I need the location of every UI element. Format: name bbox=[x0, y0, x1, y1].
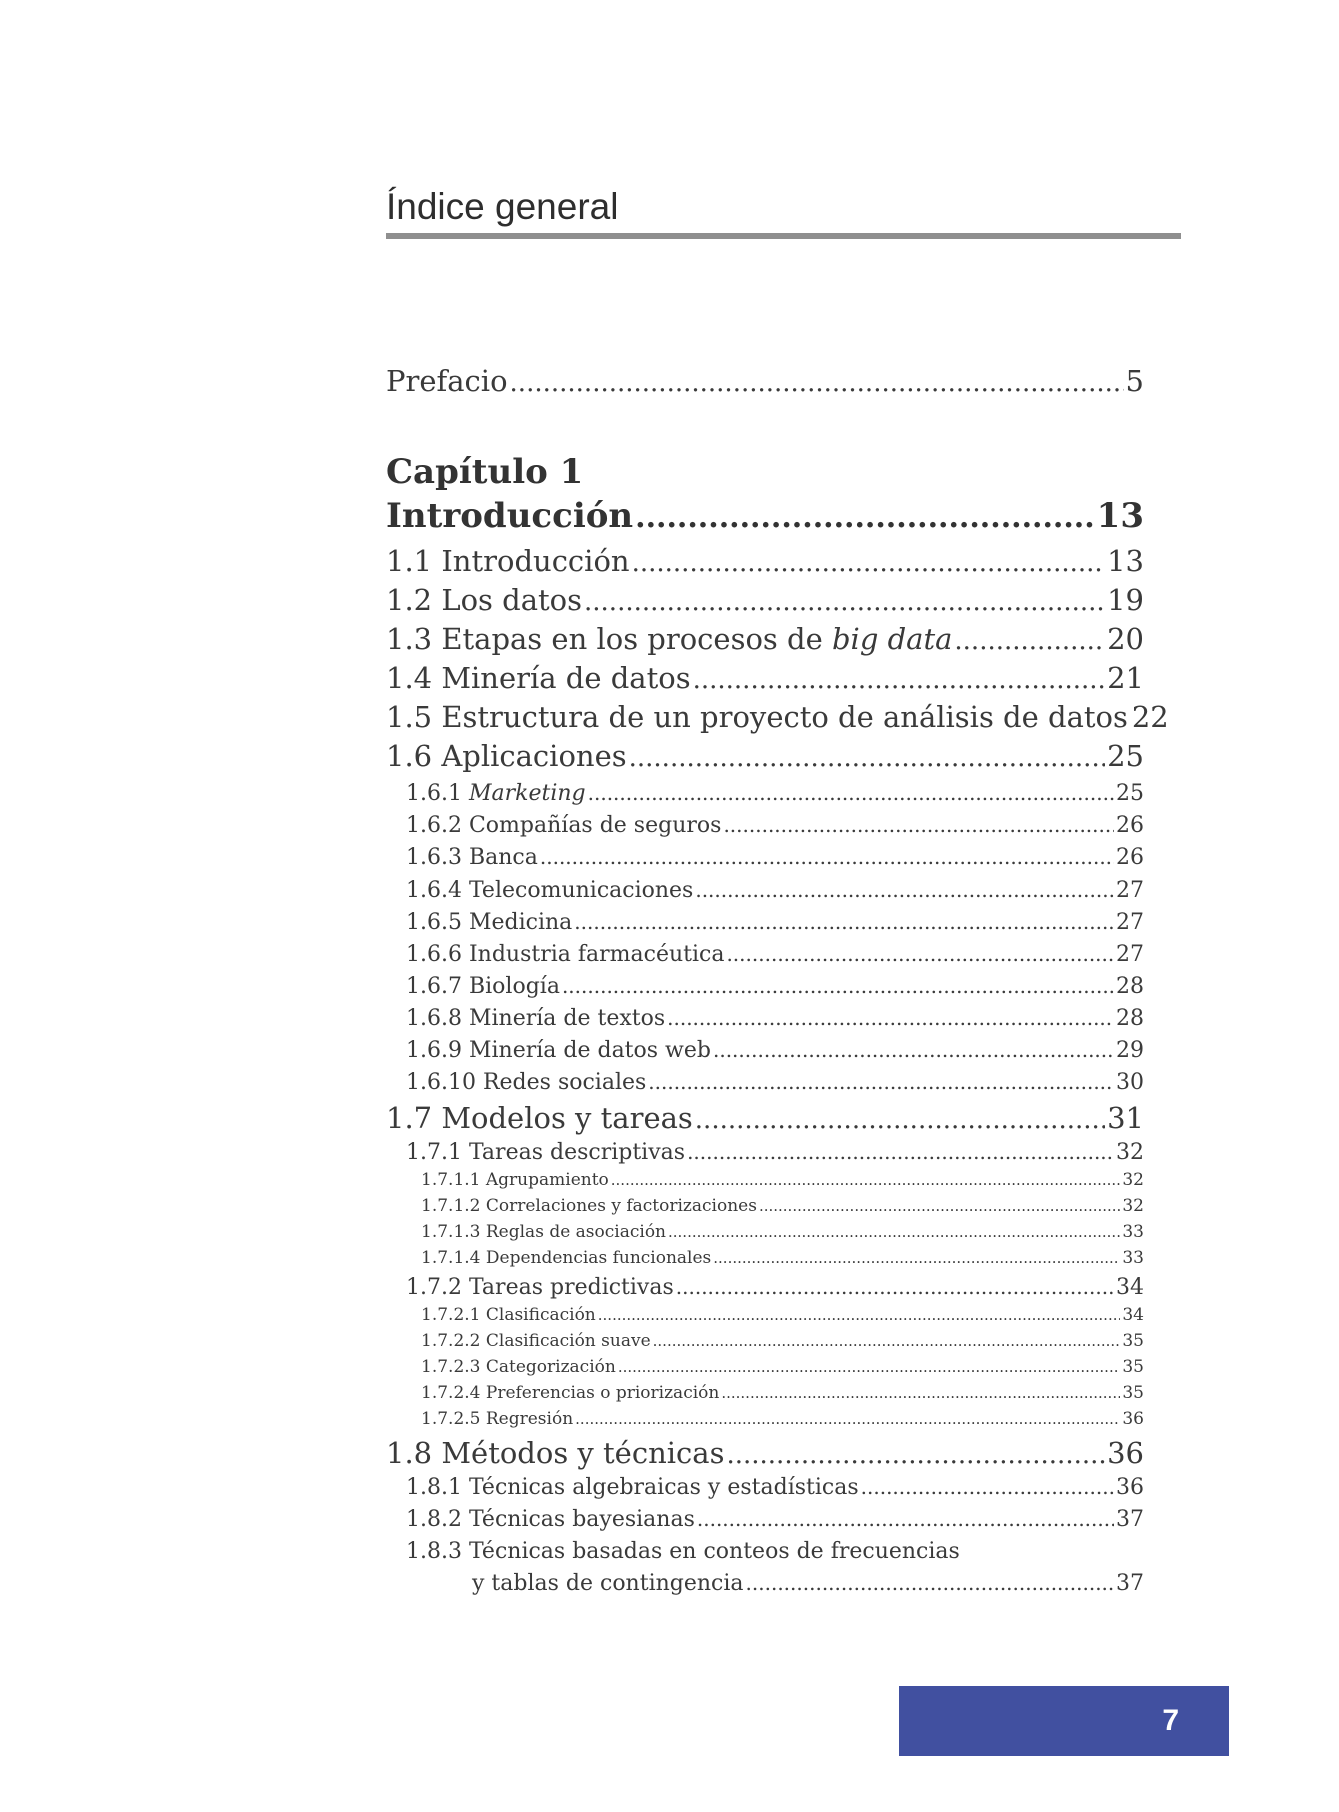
toc-entry-1-8[interactable] bbox=[386, 1436, 1144, 1470]
toc-entry-title: 1.7.2.4 Preferencias o priorización bbox=[421, 1383, 720, 1403]
toc-entry-title: 1.1 Introducción bbox=[386, 544, 630, 578]
toc-entry-title: 1.6 Aplicaciones bbox=[386, 739, 627, 773]
toc-entry-title: 1.7.2.1 Clasificación bbox=[421, 1305, 596, 1325]
dot-leader bbox=[723, 813, 1114, 837]
toc-entry-prefacio[interactable] bbox=[386, 364, 1144, 398]
dot-leader bbox=[611, 1171, 1121, 1189]
toc-entry-page: 21 bbox=[1107, 661, 1144, 695]
toc-entry-page: 37 bbox=[1116, 1507, 1144, 1532]
dot-leader bbox=[668, 1223, 1120, 1241]
dot-leader bbox=[693, 665, 1106, 695]
dot-leader bbox=[713, 1038, 1114, 1062]
toc-entry-title: 1.7.2.2 Clasificación suave bbox=[421, 1331, 651, 1351]
toc-entry-page: 34 bbox=[1116, 1275, 1144, 1300]
toc-entry-1-7-2-3[interactable] bbox=[421, 1357, 1144, 1377]
toc-entry-1-7-2-4[interactable] bbox=[421, 1383, 1144, 1403]
toc-entry-title: y tablas de contingencia bbox=[472, 1571, 744, 1596]
dot-leader bbox=[653, 1332, 1121, 1350]
toc-entry-page: 33 bbox=[1122, 1222, 1144, 1242]
toc-entry-1-7-1[interactable] bbox=[406, 1140, 1144, 1165]
toc-entry-1-6-4[interactable] bbox=[406, 878, 1144, 903]
dot-leader bbox=[713, 1249, 1120, 1267]
toc-entry-1-6-2[interactable] bbox=[406, 813, 1144, 838]
toc-entry-1-8-1[interactable] bbox=[406, 1475, 1144, 1500]
toc-entry-title-italic: Marketing bbox=[468, 781, 586, 806]
dot-leader bbox=[954, 626, 1105, 656]
toc-entry-title: 1.5 Estructura de un proyecto de análisis de datos bbox=[386, 700, 1128, 734]
toc-entry-page: 32 bbox=[1116, 1140, 1144, 1165]
toc-entry-page: 26 bbox=[1116, 845, 1144, 870]
toc-entry-page: 34 bbox=[1122, 1305, 1144, 1325]
toc-entry-page: 35 bbox=[1122, 1357, 1144, 1377]
toc-entry-title-italic: big data bbox=[831, 622, 953, 656]
toc-entry-1-5[interactable] bbox=[386, 700, 1169, 734]
toc-entry-title: 1.7.2.5 Regresión bbox=[421, 1409, 574, 1429]
toc-entry-title: 1.7.1.4 Dependencias funcionales bbox=[421, 1248, 712, 1268]
toc-entry-1-2[interactable] bbox=[386, 583, 1144, 617]
toc-entry-page: 22 bbox=[1131, 700, 1169, 734]
toc-entry-page: 26 bbox=[1116, 813, 1144, 838]
toc-entry-page: 20 bbox=[1107, 622, 1144, 656]
dot-leader bbox=[697, 1507, 1114, 1531]
toc-entry-title: 1.6.4 Telecomunicaciones bbox=[406, 878, 694, 903]
dot-leader bbox=[632, 548, 1106, 578]
dot-leader bbox=[676, 1275, 1114, 1299]
dot-leader bbox=[648, 1070, 1114, 1094]
toc-entry-1-7-2-2[interactable] bbox=[421, 1331, 1144, 1351]
toc-entry-page: 30 bbox=[1116, 1070, 1144, 1095]
toc-entry-title: 1.7.1.1 Agrupamiento bbox=[421, 1170, 609, 1190]
toc-entry-page: 27 bbox=[1116, 942, 1144, 967]
toc-entry-title: 1.7.1 Tareas descriptivas bbox=[406, 1140, 686, 1165]
toc-entry-1-1[interactable] bbox=[386, 544, 1144, 578]
toc-entry-chapter-1[interactable] bbox=[386, 496, 1144, 536]
toc-entry-page: 28 bbox=[1116, 974, 1144, 999]
toc-entry-1-7-2-1[interactable] bbox=[421, 1305, 1144, 1325]
toc-entry-page: 36 bbox=[1107, 1436, 1144, 1470]
toc-entry-title-text: 1.6.1 bbox=[406, 781, 469, 806]
toc-entry-page: 35 bbox=[1122, 1331, 1144, 1351]
toc-entry-title: 1.6.8 Minería de textos bbox=[406, 1006, 666, 1031]
page-number: 7 bbox=[1162, 1704, 1179, 1737]
dot-leader bbox=[629, 743, 1105, 773]
dot-leader bbox=[726, 942, 1114, 966]
toc-entry-title: 1.6.10 Redes sociales bbox=[406, 1070, 647, 1095]
toc-entry-1-7-1-2[interactable] bbox=[421, 1196, 1144, 1216]
dot-leader bbox=[861, 1475, 1114, 1499]
toc-entry-1-6[interactable] bbox=[386, 739, 1144, 773]
toc-entry-1-7-2[interactable] bbox=[406, 1275, 1144, 1300]
toc-entry-1-7-2-5[interactable] bbox=[421, 1409, 1144, 1429]
dot-leader bbox=[584, 587, 1105, 617]
dot-leader bbox=[588, 781, 1114, 805]
toc-entry-title: 1.2 Los datos bbox=[386, 583, 583, 617]
dot-leader bbox=[667, 1006, 1114, 1030]
toc-entry-page: 37 bbox=[1116, 1571, 1144, 1596]
toc-entry-title: 1.8.1 Técnicas algebraicas y estadísticas bbox=[406, 1475, 859, 1500]
toc-entry-1-6-10[interactable] bbox=[406, 1070, 1144, 1095]
toc-entry-page: 29 bbox=[1116, 1038, 1144, 1063]
dot-leader bbox=[618, 1358, 1121, 1376]
page-title: Índice general bbox=[386, 186, 619, 227]
toc-entry-title: 1.7.1.3 Reglas de asociación bbox=[421, 1222, 666, 1242]
toc-entry-1-6-5[interactable] bbox=[406, 910, 1144, 935]
dot-leader bbox=[510, 368, 1124, 398]
toc-entry-title: 1.7.1.2 Correlaciones y factorizaciones bbox=[421, 1196, 757, 1216]
toc-entry-title: 1.6.6 Industria farmacéutica bbox=[406, 942, 725, 967]
toc-entry-title: 1.6.2 Compañías de seguros bbox=[406, 813, 722, 838]
toc-entry-title: 1.4 Minería de datos bbox=[386, 661, 691, 695]
toc-entry-1-3[interactable] bbox=[386, 622, 1144, 656]
toc-entry-page: 35 bbox=[1122, 1383, 1144, 1403]
dot-leader bbox=[746, 1571, 1114, 1595]
toc-entry-title: 1.8 Métodos y técnicas bbox=[386, 1436, 725, 1470]
page-number-box bbox=[899, 1686, 1229, 1756]
toc-entry-1-6-7[interactable] bbox=[406, 974, 1144, 999]
toc-entry-1-7-1-3[interactable] bbox=[421, 1222, 1144, 1242]
toc-entry-page: 32 bbox=[1122, 1196, 1144, 1216]
toc-entry-page: 33 bbox=[1122, 1248, 1144, 1268]
toc-entry-title: 1.6.9 Minería de datos web bbox=[406, 1038, 711, 1063]
toc-entry-page: 13 bbox=[1096, 496, 1144, 536]
toc-entry-page: 5 bbox=[1125, 364, 1144, 398]
dot-leader bbox=[726, 1440, 1105, 1470]
dot-leader bbox=[695, 878, 1114, 902]
toc-entry-1-6-9[interactable] bbox=[406, 1038, 1144, 1063]
toc-entry-1-6-8[interactable] bbox=[406, 1006, 1144, 1031]
toc-entry-title: 1.6.3 Banca bbox=[406, 845, 538, 870]
toc-entry-1-6-6[interactable] bbox=[406, 942, 1144, 967]
toc-entry-page: 36 bbox=[1116, 1475, 1144, 1500]
toc-entry-1-8-2[interactable] bbox=[406, 1507, 1144, 1532]
dot-leader bbox=[574, 910, 1114, 934]
dot-leader bbox=[759, 1197, 1120, 1215]
toc-entry-1-4[interactable] bbox=[386, 661, 1144, 695]
toc-entry-title: 1.8.2 Técnicas bayesianas bbox=[406, 1507, 695, 1532]
toc-entry-1-7-1-4[interactable] bbox=[421, 1248, 1144, 1268]
toc-entry-page: 13 bbox=[1107, 544, 1144, 578]
dot-leader bbox=[562, 974, 1114, 998]
dot-leader bbox=[695, 1105, 1105, 1135]
toc-entry-1-8-3-line1[interactable]: 1.8.3 Técnicas basadas en conteos de frecuencias bbox=[406, 1539, 960, 1564]
toc-entry-page: 25 bbox=[1107, 739, 1144, 773]
toc-entry-title: 1.6.7 Biología bbox=[406, 974, 560, 999]
toc-entry-title bbox=[406, 781, 586, 806]
toc-entry-1-6-1[interactable] bbox=[406, 781, 1144, 806]
toc-entry-title-text: 1.3 Etapas en los procesos de bbox=[386, 622, 832, 656]
toc-entry-title: Introducción bbox=[386, 496, 634, 536]
toc-entry-title: 1.6.5 Medicina bbox=[406, 910, 573, 935]
toc-entry-page: 28 bbox=[1116, 1006, 1144, 1031]
toc-entry-title: 1.7.2.3 Categorización bbox=[421, 1357, 616, 1377]
toc-entry-page: 25 bbox=[1116, 781, 1144, 806]
toc-entry-title: 1.7.2 Tareas predictivas bbox=[406, 1275, 674, 1300]
dot-leader bbox=[575, 1410, 1120, 1428]
dot-leader bbox=[598, 1306, 1121, 1324]
toc-entry-page: 27 bbox=[1116, 878, 1144, 903]
toc-entry-1-6-3[interactable] bbox=[406, 845, 1144, 870]
dot-leader bbox=[635, 500, 1095, 535]
toc-entry-title: 1.7 Modelos y tareas bbox=[386, 1101, 693, 1135]
dot-leader bbox=[540, 845, 1114, 869]
toc-entry-title: Prefacio bbox=[386, 364, 508, 398]
toc-entry-page: 32 bbox=[1122, 1170, 1144, 1190]
toc-entry-page: 36 bbox=[1122, 1409, 1144, 1429]
toc-entry-page: 19 bbox=[1107, 583, 1144, 617]
toc-entry-1-8-3[interactable] bbox=[472, 1571, 1144, 1596]
chapter-label: Capítulo 1 bbox=[386, 452, 584, 492]
toc-entry-1-7-1-1[interactable] bbox=[421, 1170, 1144, 1190]
toc-entry-page: 31 bbox=[1107, 1101, 1144, 1135]
toc-entry-1-7[interactable] bbox=[386, 1101, 1144, 1135]
toc-entry-title bbox=[386, 622, 952, 656]
dot-leader bbox=[721, 1384, 1120, 1402]
toc-entry-page: 27 bbox=[1116, 910, 1144, 935]
dot-leader bbox=[687, 1140, 1114, 1164]
